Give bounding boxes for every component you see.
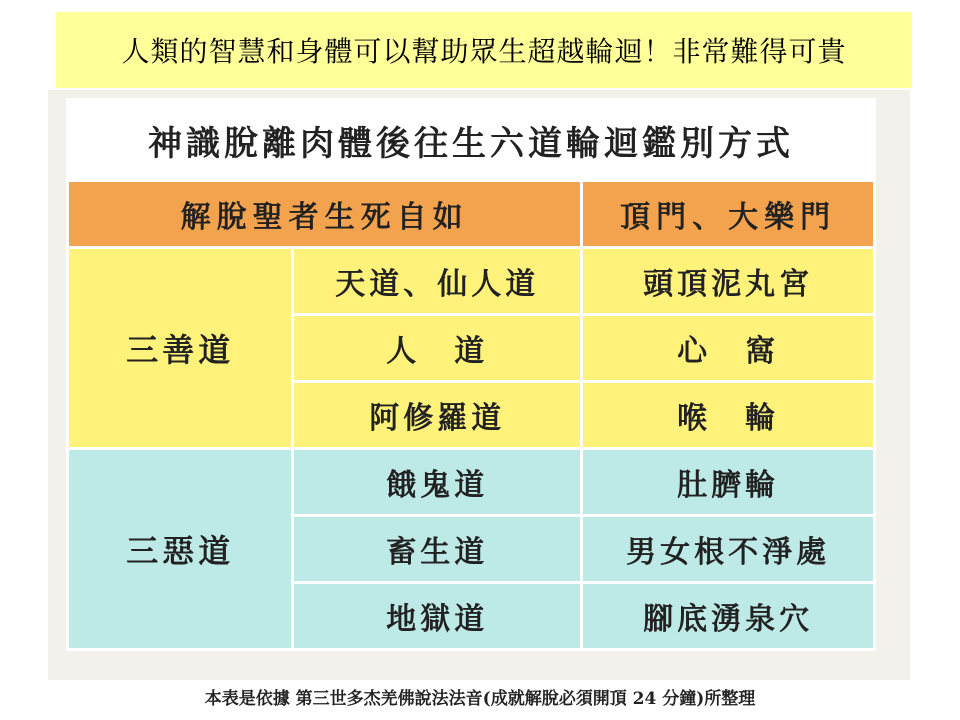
path-cell: 人 道 xyxy=(293,315,582,382)
path-cell: 阿修羅道 xyxy=(293,382,582,449)
path-cell: 畜生道 xyxy=(293,516,582,583)
table-title: 神識脫離肉體後往生六道輪迴鑑別方式 xyxy=(68,100,875,181)
path-cell: 天道、仙人道 xyxy=(293,248,582,315)
group-three-evil-paths: 三惡道 xyxy=(68,449,293,650)
header-liberation: 解脫聖者生死自如 xyxy=(68,181,582,248)
exit-cell: 心 窩 xyxy=(582,315,875,382)
exit-cell: 頭頂泥丸宮 xyxy=(582,248,875,315)
path-cell: 地獄道 xyxy=(293,583,582,650)
exit-cell: 喉 輪 xyxy=(582,382,875,449)
source-note: 本表是依據 第三世多杰羌佛說法法音(成就解脫必須開頂 24 分鐘)所整理 xyxy=(204,689,756,709)
exit-cell: 男女根不淨處 xyxy=(582,516,875,583)
table-title-row xyxy=(68,100,875,181)
table-header-row xyxy=(68,181,875,248)
path-cell: 餓鬼道 xyxy=(293,449,582,516)
header-crown-gate: 頂門、大樂門 xyxy=(582,181,875,248)
table-row xyxy=(68,449,875,516)
six-paths-table xyxy=(66,98,876,651)
exit-cell: 肚臍輪 xyxy=(582,449,875,516)
table-row xyxy=(68,248,875,315)
exit-cell: 腳底湧泉穴 xyxy=(582,583,875,650)
banner-title: 人類的智慧和身體可以幫助眾生超越輪迴！非常難得可貴 xyxy=(56,12,912,88)
group-three-good-paths: 三善道 xyxy=(68,248,293,449)
